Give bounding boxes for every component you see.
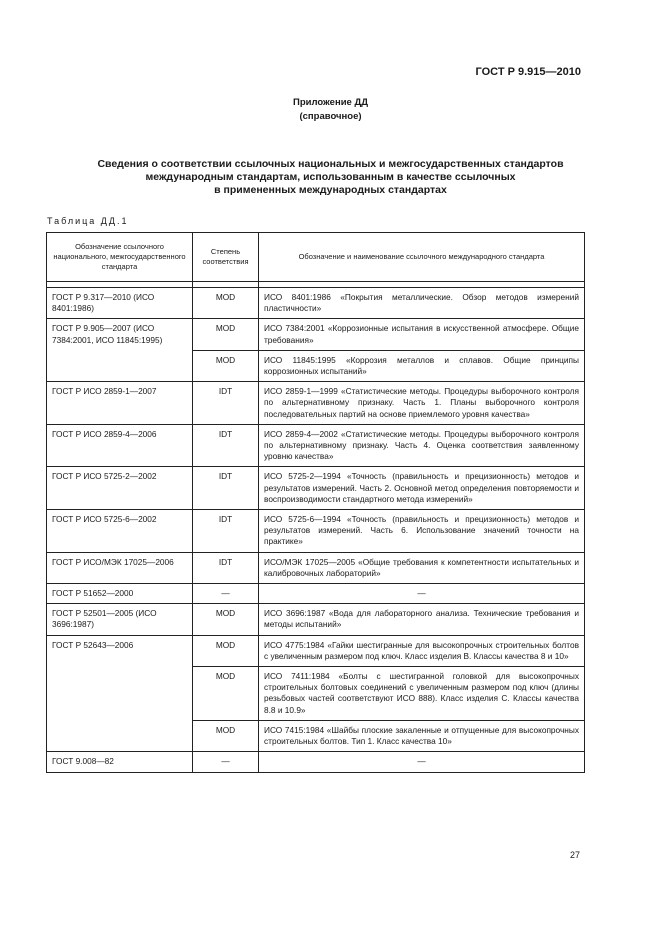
national-standard-cell: ГОСТ Р ИСО 2859-1—2007 — [47, 382, 193, 425]
degree-cell: MOD — [193, 667, 259, 721]
degree-cell: IDT — [193, 510, 259, 553]
degree-cell: MOD — [193, 288, 259, 319]
appendix-title: Приложение ДД — [293, 97, 368, 108]
iso-standard-cell: ИСО 4775:1984 «Гайки шестигранные для высокопрочных строительных болтов с увеличенным размером под ключ. Класс изделия В. Классы качества 8 и 10» — [259, 635, 585, 666]
degree-cell: MOD — [193, 350, 259, 381]
table-row — [47, 584, 585, 604]
iso-standard-cell: ИСО 5725-2—1994 «Точность (правильность и прецизионность) методов и результатов измерений. Часть 2. Основной метод определения повторяемости и воспроизводимости стандартного метода измерений» — [259, 467, 585, 510]
iso-standard-cell: ИСО/МЭК 17025—2005 «Общие требования к компетентности испытательных и калибровочных лабораторий» — [259, 552, 585, 583]
table-row — [47, 467, 585, 510]
header-degree: Степень соответствия — [193, 233, 259, 282]
degree-cell: IDT — [193, 552, 259, 583]
section-title-line-1: Сведения о соответствии ссылочных национальных и межгосударственных стандартов — [97, 158, 564, 170]
iso-standard-cell: ИСО 5725-6—1994 «Точность (правильность и прецизионность) методов и результатов измерений. Часть 6. Использование значений точности на практике» — [259, 510, 585, 553]
degree-cell: MOD — [193, 720, 259, 751]
standards-table — [46, 232, 585, 773]
table-header-row — [47, 233, 585, 282]
degree-cell: MOD — [193, 635, 259, 666]
degree-cell: MOD — [193, 604, 259, 635]
iso-standard-cell: ИСО 2859-4—2002 «Статистические методы. Процедуры выборочного контроля по альтернативному признаку. Часть 4. Оценка соответствия заявленному уровню качества» — [259, 424, 585, 467]
section-title-line-2: международным стандартам, использованным в качестве ссылочных — [145, 171, 516, 183]
national-standard-cell: ГОСТ 9.008—82 — [47, 752, 193, 772]
national-standard-cell: ГОСТ Р ИСО/МЭК 17025—2006 — [47, 552, 193, 583]
section-title — [50, 158, 611, 197]
section-title-line-3: в примененных международных стандартах — [214, 184, 447, 196]
iso-standard-cell: ИСО 11845:1995 «Коррозия металлов и сплавов. Общие принципы коррозионных испытаний» — [259, 350, 585, 381]
iso-standard-cell: ИСО 3696:1987 «Вода для лабораторного анализа. Технические требования и методы испытаний» — [259, 604, 585, 635]
degree-cell: — — [193, 584, 259, 604]
iso-standard-cell: ИСО 8401:1986 «Покрытия металлические. Обзор методов измерений пластичности» — [259, 288, 585, 319]
table-row — [47, 635, 585, 666]
iso-standard-cell: ИСО 7384:2001 «Коррозионные испытания в искусственной атмосфере. Общие требования» — [259, 319, 585, 350]
national-standard-cell: ГОСТ Р ИСО 5725-6—2002 — [47, 510, 193, 553]
degree-cell: IDT — [193, 424, 259, 467]
iso-standard-cell: ИСО 7411:1984 «Болты с шестигранной головкой для высокопрочных строительных болтовых соединений с увеличенным размером под ключ (длины резьбовых частей соответствуют ИСО 888). Класс изделия С. Классы качества 8.8 и 10.9» — [259, 667, 585, 721]
iso-standard-cell: ИСО 7415:1984 «Шайбы плоские закаленные и отпущенные для высокопрочных строительных болтов. Тип 1. Класс качества 10» — [259, 720, 585, 751]
degree-cell: MOD — [193, 319, 259, 350]
header-national: Обозначение ссылочного национального, межгосударственного стандарта — [47, 233, 193, 282]
national-standard-cell: ГОСТ Р 51652—2000 — [47, 584, 193, 604]
iso-standard-cell: — — [259, 584, 585, 604]
table-row — [47, 319, 585, 350]
page-number: 27 — [569, 850, 580, 860]
table-row — [47, 424, 585, 467]
iso-standard-cell: — — [259, 752, 585, 772]
table-row — [47, 382, 585, 425]
appendix-heading — [0, 96, 661, 124]
national-standard-cell: ГОСТ Р 52643—2006 — [47, 635, 193, 752]
national-standard-cell: ГОСТ Р ИСО 2859-4—2006 — [47, 424, 193, 467]
degree-cell: — — [193, 752, 259, 772]
table-row — [47, 288, 585, 319]
national-standard-cell: ГОСТ Р 9.317—2010 (ИСО 8401:1986) — [47, 288, 193, 319]
table-row — [47, 604, 585, 635]
table-row — [47, 752, 585, 772]
iso-standard-cell: ИСО 2859-1—1999 «Статистические методы. Процедуры выборочного контроля по альтернативному признаку. Часть 1. Планы выборочного контроля последовательных партий на основе приемлемого уровня качества» — [259, 382, 585, 425]
national-standard-cell: ГОСТ Р 9.905—2007 (ИСО 7384:2001, ИСО 11845:1995) — [47, 319, 193, 382]
table-caption: Таблица ДД.1 — [47, 216, 129, 226]
table-row — [47, 552, 585, 583]
header-iso: Обозначение и наименование ссылочного международного стандарта — [259, 233, 585, 282]
document-header-gost: ГОСТ Р 9.915—2010 — [475, 66, 581, 78]
national-standard-cell: ГОСТ Р 52501—2005 (ИСО 3696:1987) — [47, 604, 193, 635]
degree-cell: IDT — [193, 382, 259, 425]
table-row — [47, 510, 585, 553]
appendix-subtitle: (справочное) — [299, 111, 362, 122]
degree-cell: IDT — [193, 467, 259, 510]
national-standard-cell: ГОСТ Р ИСО 5725-2—2002 — [47, 467, 193, 510]
